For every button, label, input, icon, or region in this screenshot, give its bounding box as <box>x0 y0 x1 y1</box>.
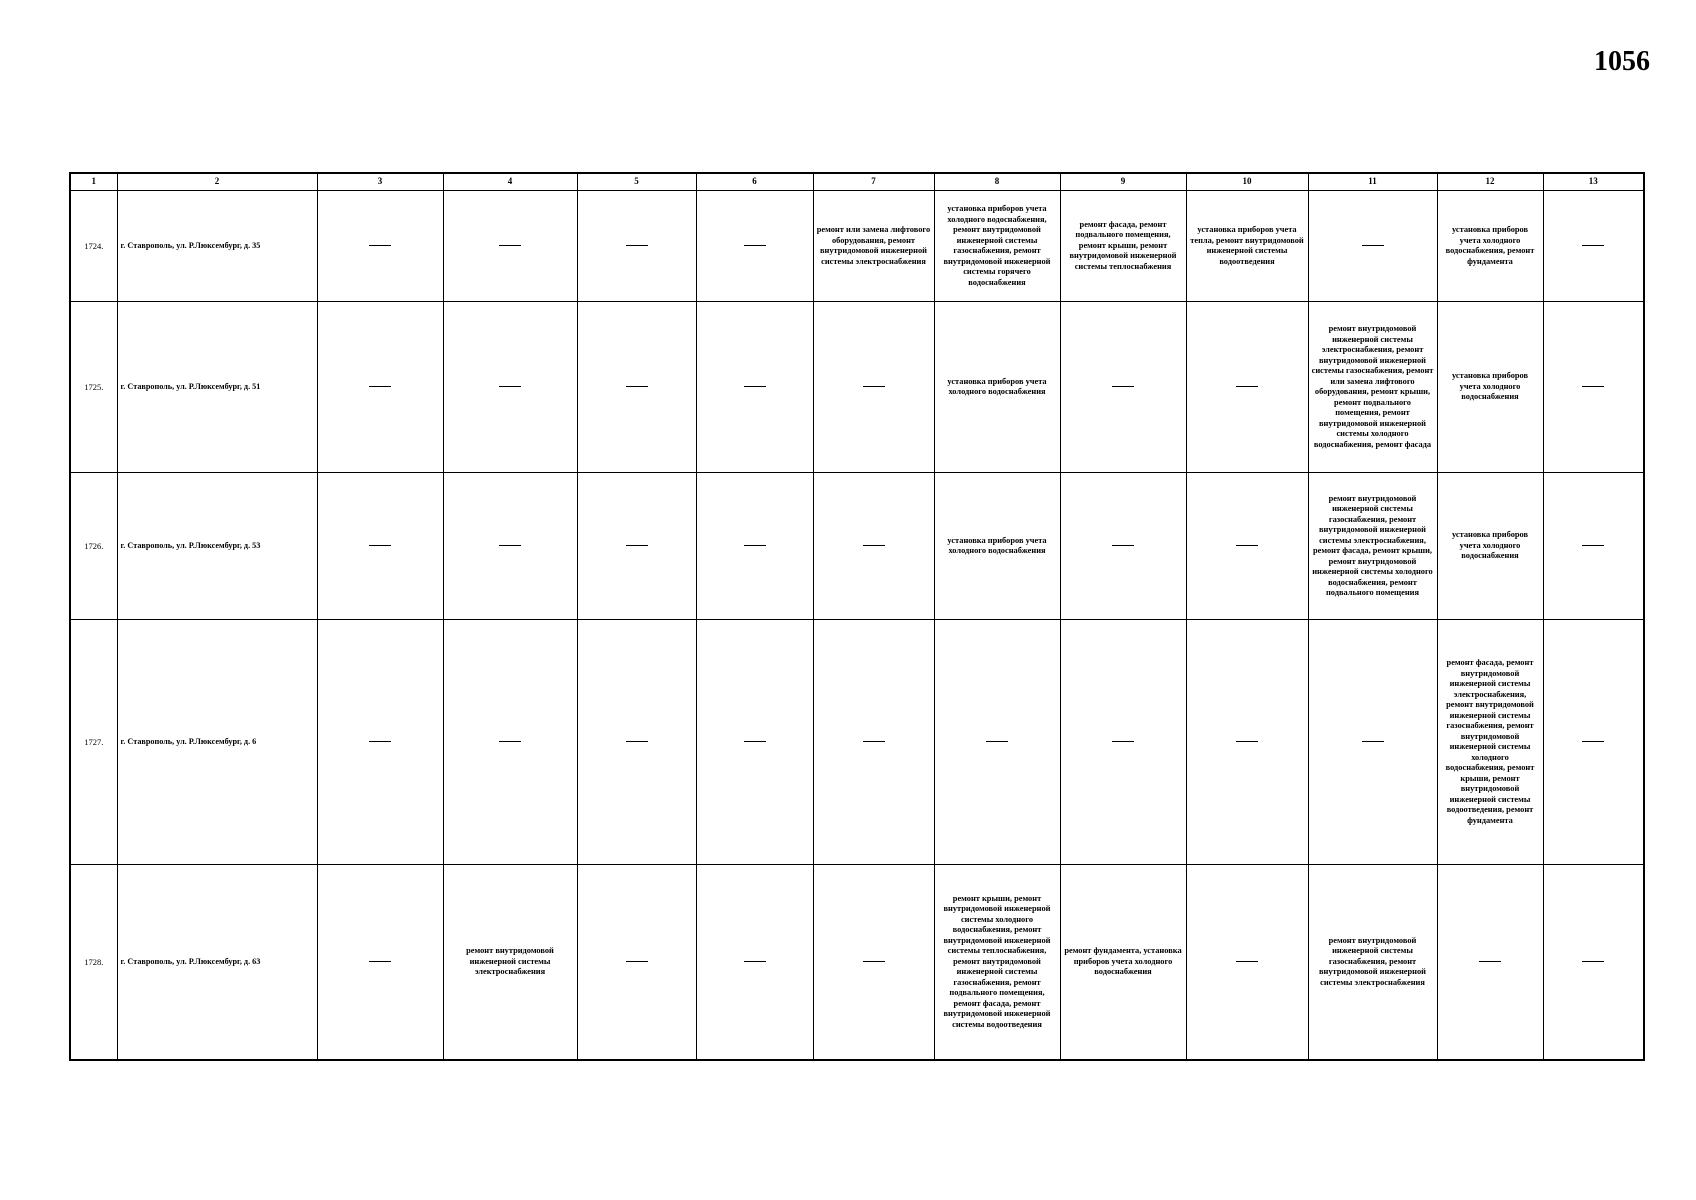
empty-cell <box>577 302 696 473</box>
dash-mark <box>1362 245 1384 246</box>
dash-mark <box>1236 961 1258 962</box>
empty-cell <box>443 620 577 865</box>
dash-mark <box>863 545 885 546</box>
dash-mark <box>499 545 521 546</box>
empty-cell <box>443 473 577 620</box>
column-header: 7 <box>813 173 934 191</box>
table-row <box>70 473 1644 620</box>
works-cell: ремонт крыши, ремонт внутридомовой инженерной системы холодного водоснабжения, ремонт внутридомовой инженерной системы теплоснабжения, ремонт внутридомовой инженерной системы газоснабжения, ремонт подвального помещения, ремонт фасада, ремонт внутридомовой инженерной системы водоотведения <box>934 865 1060 1061</box>
works-cell: ремонт фасада, ремонт внутридомовой инженерной системы электроснабжения, ремонт внутридомовой инженерной системы газоснабжения, ремонт внутридомовой инженерной системы холодного водоснабжения, ремонт крыши, ремонт внутридомовой инженерной системы водоотведения, ремонт фундамента <box>1437 620 1543 865</box>
dash-mark <box>1582 961 1604 962</box>
works-cell: установка приборов учета холодного водоснабжения <box>1437 473 1543 620</box>
address-cell: г. Ставрополь, ул. Р.Люксембург, д. 51 <box>117 302 317 473</box>
empty-cell <box>1060 473 1186 620</box>
dash-mark <box>1236 545 1258 546</box>
dash-mark <box>863 386 885 387</box>
empty-cell <box>1060 302 1186 473</box>
page-number: 1056 <box>1594 46 1650 77</box>
dash-mark <box>863 961 885 962</box>
table-row <box>70 302 1644 473</box>
column-header: 1 <box>70 173 117 191</box>
dash-mark <box>1582 245 1604 246</box>
empty-cell <box>443 191 577 302</box>
empty-cell <box>317 865 443 1061</box>
empty-cell <box>1308 191 1437 302</box>
row-number: 1725. <box>70 302 117 473</box>
register-body <box>70 191 1644 1061</box>
dash-mark <box>744 961 766 962</box>
table-row <box>70 865 1644 1061</box>
column-header: 4 <box>443 173 577 191</box>
dash-mark <box>1236 741 1258 742</box>
address-cell: г. Ставрополь, ул. Р.Люксембург, д. 35 <box>117 191 317 302</box>
dash-mark <box>499 245 521 246</box>
empty-cell <box>317 473 443 620</box>
works-cell: установка приборов учета холодного водоснабжения, ремонт фундамента <box>1437 191 1543 302</box>
row-number: 1724. <box>70 191 117 302</box>
dash-mark <box>744 386 766 387</box>
row-number: 1727. <box>70 620 117 865</box>
empty-cell <box>696 473 813 620</box>
works-cell: ремонт или замена лифтового оборудования, ремонт внутридомовой инженерной системы электроснабжения <box>813 191 934 302</box>
column-header: 5 <box>577 173 696 191</box>
dash-mark <box>499 386 521 387</box>
works-cell: ремонт фасада, ремонт подвального помещения, ремонт крыши, ремонт внутридомовой инженерной системы теплоснабжения <box>1060 191 1186 302</box>
dash-mark <box>744 545 766 546</box>
empty-cell <box>443 302 577 473</box>
dash-mark <box>626 961 648 962</box>
dash-mark <box>499 741 521 742</box>
column-header: 9 <box>1060 173 1186 191</box>
row-number: 1728. <box>70 865 117 1061</box>
dash-mark <box>369 245 391 246</box>
dash-mark <box>626 741 648 742</box>
dash-mark <box>1112 741 1134 742</box>
dash-mark <box>1112 386 1134 387</box>
dash-mark <box>986 741 1008 742</box>
row-number: 1726. <box>70 473 117 620</box>
dash-mark <box>1582 386 1604 387</box>
dash-mark <box>626 545 648 546</box>
dash-mark <box>1479 961 1501 962</box>
dash-mark <box>744 245 766 246</box>
empty-cell <box>577 865 696 1061</box>
column-header: 3 <box>317 173 443 191</box>
empty-cell <box>696 865 813 1061</box>
works-cell: установка приборов учета холодного водоснабжения <box>934 473 1060 620</box>
address-cell: г. Ставрополь, ул. Р.Люксембург, д. 53 <box>117 473 317 620</box>
empty-cell <box>317 620 443 865</box>
table-row <box>70 191 1644 302</box>
empty-cell <box>1186 473 1308 620</box>
works-cell: ремонт внутридомовой инженерной системы электроснабжения <box>443 865 577 1061</box>
empty-cell <box>317 191 443 302</box>
empty-cell <box>813 473 934 620</box>
dash-mark <box>626 386 648 387</box>
empty-cell <box>813 302 934 473</box>
empty-cell <box>934 620 1060 865</box>
empty-cell <box>1060 620 1186 865</box>
dash-mark <box>626 245 648 246</box>
dash-mark <box>863 741 885 742</box>
empty-cell <box>577 473 696 620</box>
empty-cell <box>1543 473 1644 620</box>
works-cell: ремонт внутридомовой инженерной системы электроснабжения, ремонт внутридомовой инженерной системы газоснабжения, ремонт или замена лифтового оборудования, ремонт крыши, ремонт подвального помещения, ремонт внутридомовой инженерной системы холодного водоснабжения, ремонт фасада <box>1308 302 1437 473</box>
empty-cell <box>1186 620 1308 865</box>
column-header: 8 <box>934 173 1060 191</box>
empty-cell <box>1186 302 1308 473</box>
empty-cell <box>696 620 813 865</box>
works-cell: установка приборов учета тепла, ремонт внутридомовой инженерной системы водоотведения <box>1186 191 1308 302</box>
column-header: 13 <box>1543 173 1644 191</box>
empty-cell <box>577 620 696 865</box>
dash-mark <box>744 741 766 742</box>
works-cell: ремонт фундамента, установка приборов учета холодного водоснабжения <box>1060 865 1186 1061</box>
column-header: 6 <box>696 173 813 191</box>
column-header: 2 <box>117 173 317 191</box>
dash-mark <box>369 741 391 742</box>
empty-cell <box>577 191 696 302</box>
dash-mark <box>369 961 391 962</box>
empty-cell <box>1437 865 1543 1061</box>
works-cell: ремонт внутридомовой инженерной системы газоснабжения, ремонт внутридомовой инженерной системы электроснабжения, ремонт фасада, ремонт крыши, ремонт внутридомовой инженерной системы холодного водоснабжения, ремонт подвального помещения <box>1308 473 1437 620</box>
empty-cell <box>813 865 934 1061</box>
dash-mark <box>1582 741 1604 742</box>
dash-mark <box>1362 741 1384 742</box>
register-table <box>69 172 1645 1061</box>
works-cell: ремонт внутридомовой инженерной системы газоснабжения, ремонт внутридомовой инженерной системы электроснабжения <box>1308 865 1437 1061</box>
column-header: 11 <box>1308 173 1437 191</box>
works-cell: установка приборов учета холодного водоснабжения, ремонт внутридомовой инженерной системы газоснабжения, ремонт внутридомовой инженерной системы горячего водоснабжения <box>934 191 1060 302</box>
empty-cell <box>1186 865 1308 1061</box>
empty-cell <box>1543 620 1644 865</box>
dash-mark <box>1582 545 1604 546</box>
address-cell: г. Ставрополь, ул. Р.Люксембург, д. 63 <box>117 865 317 1061</box>
column-header: 10 <box>1186 173 1308 191</box>
dash-mark <box>1112 545 1134 546</box>
empty-cell <box>1543 191 1644 302</box>
works-cell: установка приборов учета холодного водоснабжения <box>1437 302 1543 473</box>
header-row <box>70 173 1644 191</box>
works-cell: установка приборов учета холодного водоснабжения <box>934 302 1060 473</box>
empty-cell <box>1543 865 1644 1061</box>
empty-cell <box>813 620 934 865</box>
empty-cell <box>696 191 813 302</box>
dash-mark <box>369 545 391 546</box>
dash-mark <box>1236 386 1258 387</box>
empty-cell <box>1308 620 1437 865</box>
address-cell: г. Ставрополь, ул. Р.Люксембург, д. 6 <box>117 620 317 865</box>
empty-cell <box>1543 302 1644 473</box>
empty-cell <box>696 302 813 473</box>
column-header: 12 <box>1437 173 1543 191</box>
dash-mark <box>369 386 391 387</box>
table-row <box>70 620 1644 865</box>
empty-cell <box>317 302 443 473</box>
